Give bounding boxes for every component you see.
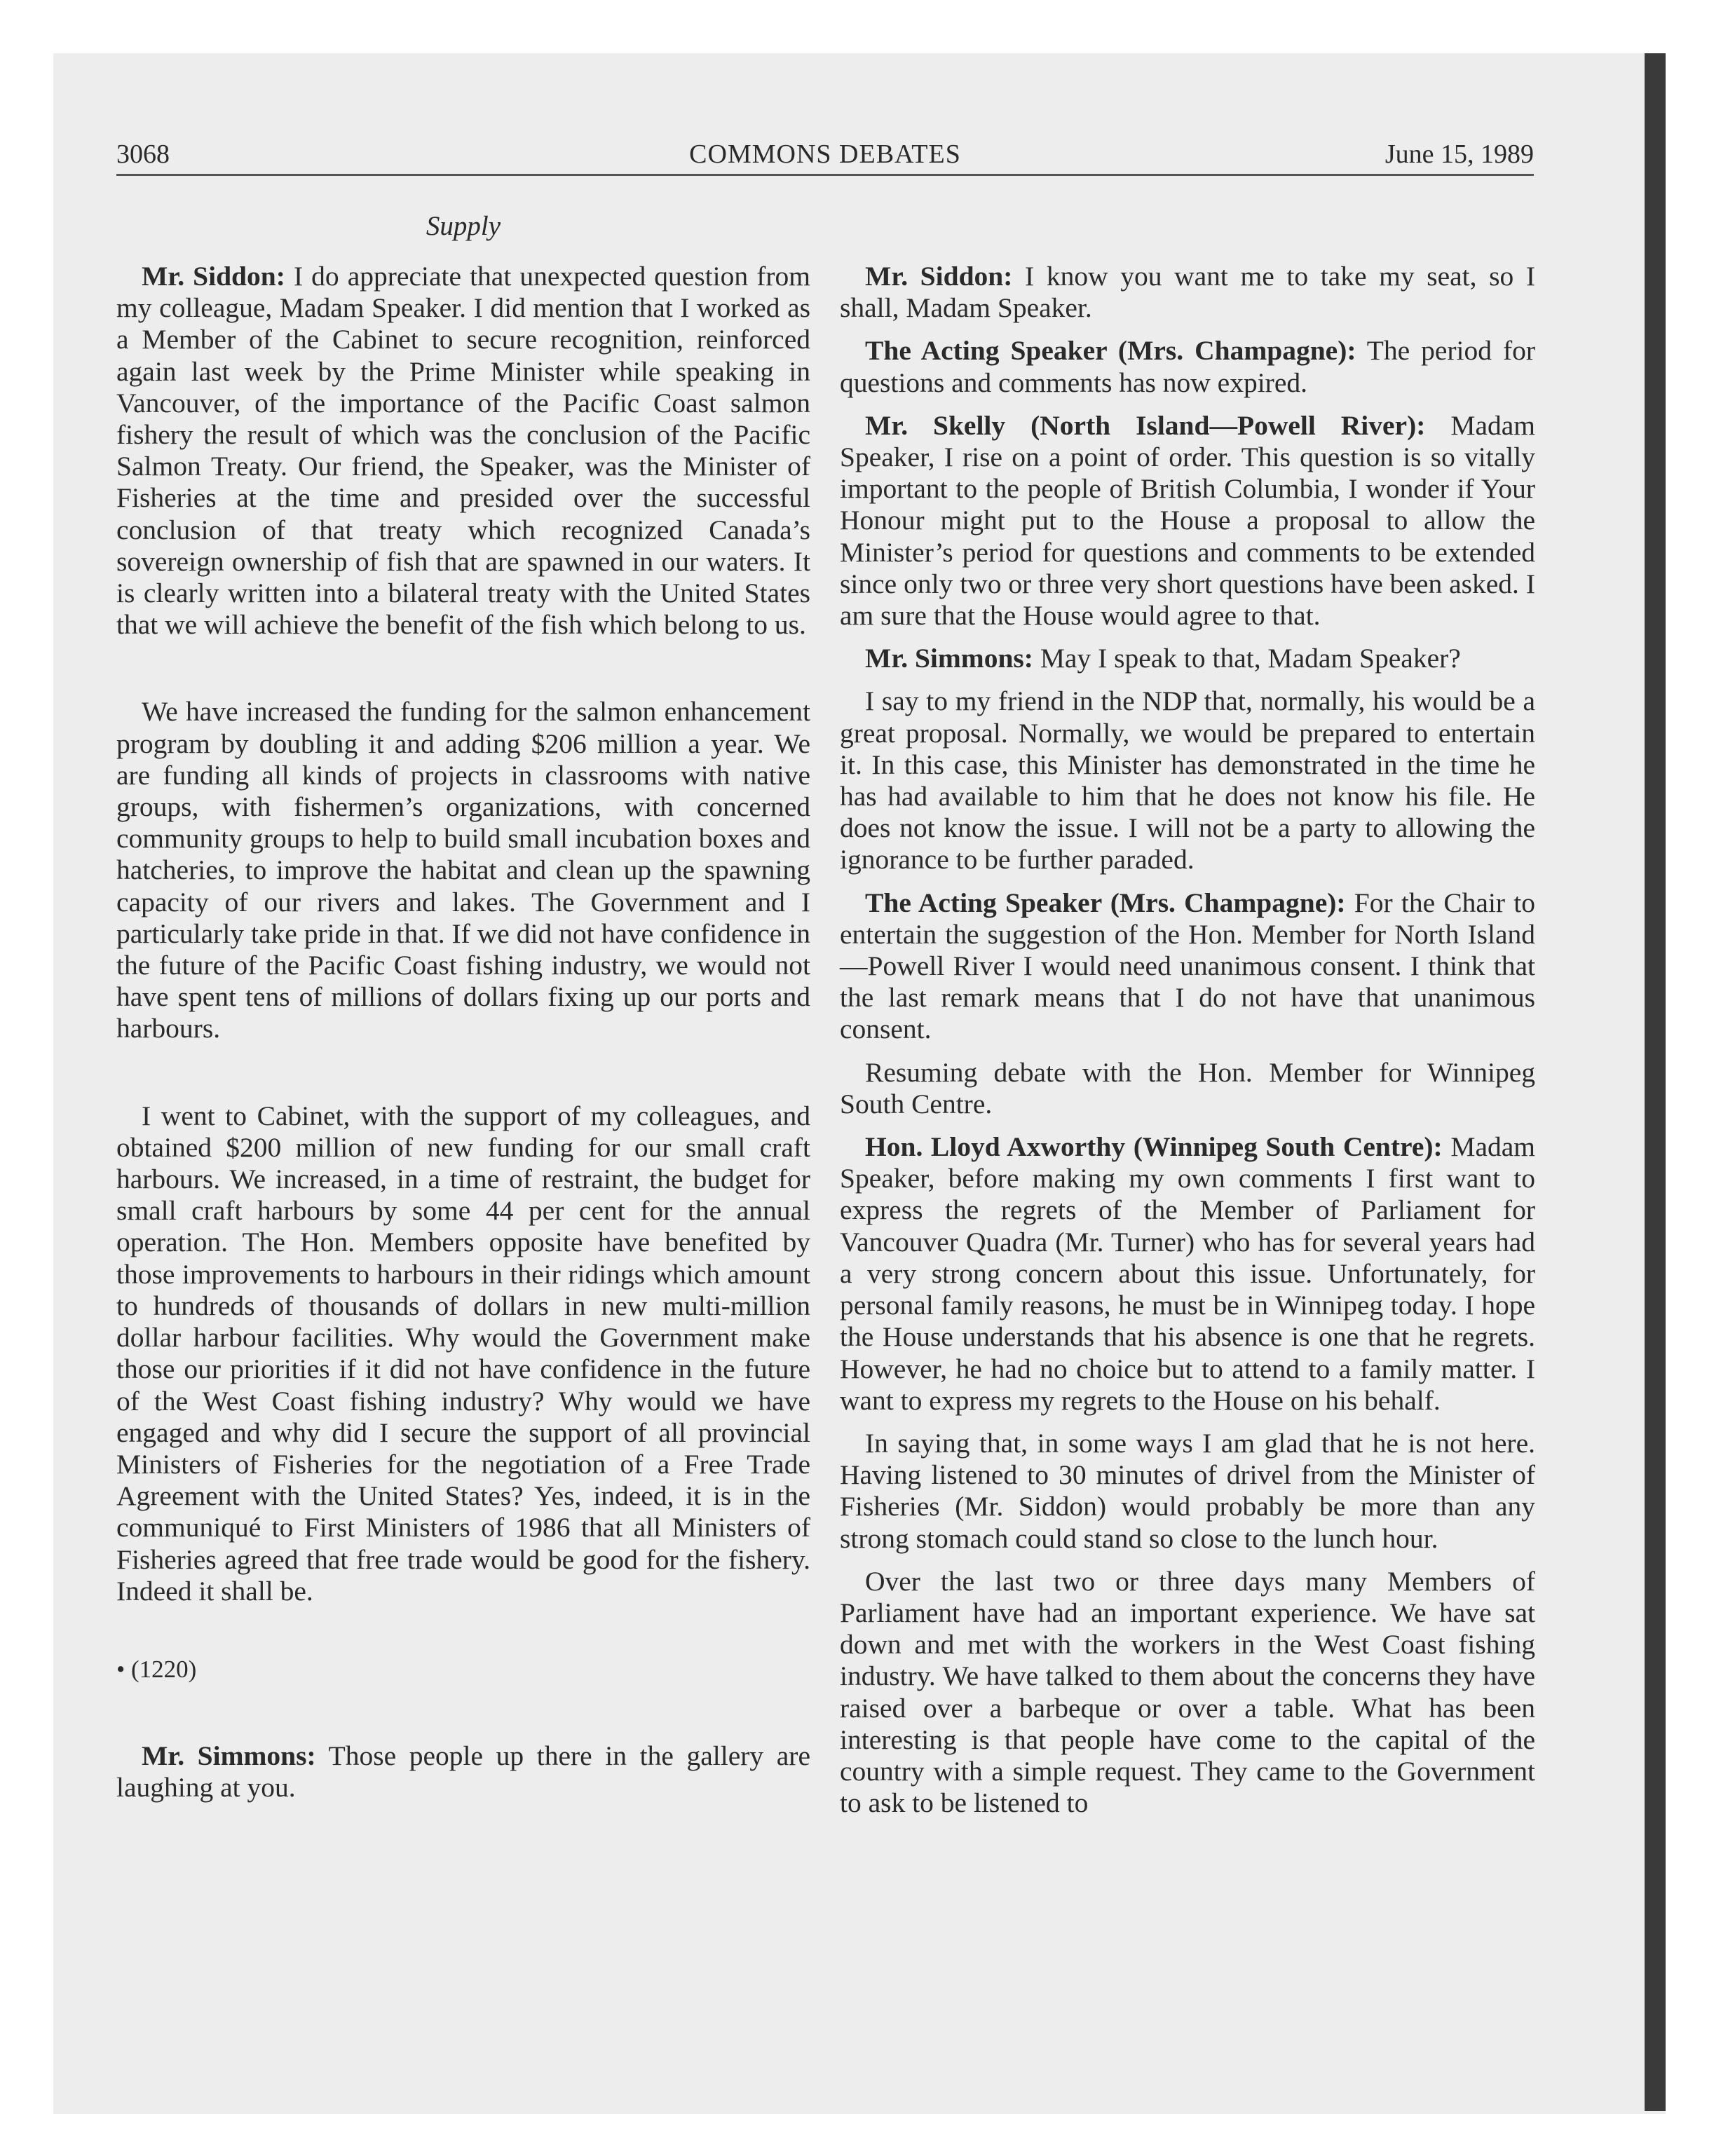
paragraph: We have increased the funding for the salmon enhancement program by doubling it and adding $206 million a year. We are funding all kinds of projects in classrooms with native groups, with fishermen’s organizations, with concerned community groups to help to build small incubation boxes and hatcheries, to improve the habitat and clean up the spawning capacity of our rivers and lakes. The Government and I particularly take pride in that. If we did not have confidence in the future of the Pacific Coast fishing industry, we would not have spent tens of millions of dollars fixing up our ports and harbours. [116,696,810,1044]
paragraph [840,335,1535,398]
page-header [116,135,1534,176]
paragraph: Over the last two or three days many Members of Parliament have had an important experience. We have sat down and met with the workers in the West Coast fishing industry. We have talked to them about the concerns they have raised over a barbeque or over a table. What has been interesting is that people have come to the capital of the country with a simple request. They came to the Government to ask to be listened to [840,1565,1535,1819]
time-marker: • (1220) [116,1655,197,1683]
speaker-name: Mr. Siddon: [142,261,285,292]
spacer [116,652,810,696]
speech-text: Madam Speaker, I rise on a point of order. This question is so vitally important to the people of British Columbia, I wonder if Your Honour might put to the House a proposal to allow the Minister’s period for questions and comments to be extended since only two or three very short questions have been asked. I am sure that the House would agree to that. [840,409,1535,632]
speaker-name: The Acting Speaker (Mrs. Champagne): [865,887,1346,918]
spacer [116,1056,810,1100]
page-number: 3068 [116,139,170,169]
speech-text: Madam Speaker, before making my own comments I first want to express the regrets of the Member of Parliament for Vancouver Quadra (Mr. Turner) who has for several years had a very strong concern about this issue. Unfortunately, for personal family reasons, he must be in Winnipeg today. I hope the House understands that his absence is one that he regrets. However, he had no choice but to attend to a family matter. I want to express my regrets to the House on his behalf. [840,1131,1535,1416]
paragraph [116,1740,810,1803]
spacer [116,1618,810,1653]
speaker-name: Mr. Simmons: [142,1740,316,1772]
paragraph [840,1131,1535,1417]
spacer [116,1696,810,1740]
speech-text: For the Chair to entertain the suggestion of the Hon. Member for North Island—Powell River I would need unanimous consent. I think that the last remark means that I do not have that unanimous consent. [840,887,1536,1045]
paragraph: Resuming debate with the Hon. Member for Winnipeg South Centre. [840,1056,1535,1119]
scan-edge-shadow [1645,53,1666,2111]
publication-title: COMMONS DEBATES [689,139,961,169]
speech-text: I know you want me to take my seat, so I shall, Madam Speaker. [840,261,1535,324]
speech-text: May I speak to that, Madam Speaker? [1033,643,1461,674]
paragraph: I went to Cabinet, with the support of my colleagues, and obtained $200 million of new funding for our small craft harbours. We increased, in a time of restraint, the budget for small craft harbours by some 44 per cent for the annual operation. The Hon. Members opposite have benefited by those improvements to harbours in their ridings which amount to hundreds of thousands of dollars in new multi-million dollar harbour facilities. Why would the Government make those our priorities if it did not have confidence in the future of the West Coast fishing industry? Why would we have engaged and why did I secure the support of all provincial Ministers of Fisheries for the negotiation of a Free Trade Agreement with the United States? Yes, indeed, it is in the communiqué to First Ministers of 1986 that all Ministers of Fisheries agreed that free trade would be good for the fishery. Indeed it shall be. [116,1100,810,1606]
publication-date: June 15, 1989 [1384,139,1534,169]
right-column [840,261,1535,1830]
paragraph [840,643,1535,674]
speaker-name: Mr. Simmons: [865,643,1033,674]
paragraph: In saying that, in some ways I am glad that he is not here. Having listened to 30 minutes of drivel from the Minister of Fisheries (Mr. Siddon) would probably be more than any strong stomach could stand so close to the lunch hour. [840,1427,1535,1554]
speaker-name: Mr. Siddon: [865,261,1013,292]
speech-text: The period for questions and comments has now expired. [840,335,1535,398]
speaker-name: Hon. Lloyd Axworthy (Winnipeg South Centre): [865,1131,1443,1163]
paragraph [840,410,1535,632]
paragraph [840,261,1535,324]
section-running-head: Supply [426,211,501,241]
paragraph [840,887,1535,1046]
speech-text: I do appreciate that unexpected question from my colleague, Madam Speaker. I did mention that I worked as a Member of the Cabinet to secure recognition, reinforced again last week by the Prime Minister while speaking in Vancouver, of the importance of the Pacific Coast salmon fishery the result of which was the conclusion of the Pacific Salmon Treaty. Our friend, the Speaker, was the Minister of Fisheries at the time and presided over the successful conclusion of that treaty which recognized Canada’s sovereign ownership of fish that are spawned in our waters. It is clearly written into a bilateral treaty with the United States that we will achieve the benefit of the fish which belong to us. [116,261,810,641]
paragraph: I say to my friend in the NDP that, normally, his would be a great proposal. Normally, we would be prepared to entertain it. In this case, this Minister has demonstrated in the time he has had available to him that he does not know his file. He does not know the issue. I will not be a party to allowing the ignorance to be further paraded. [840,685,1535,875]
speaker-name: The Acting Speaker (Mrs. Champagne): [865,335,1356,367]
speech-text: Those people up there in the gallery are laughing at you. [116,1740,810,1803]
left-column [116,261,810,1815]
speaker-name: Mr. Skelly (North Island—Powell River): [865,409,1426,441]
paragraph [116,261,810,641]
